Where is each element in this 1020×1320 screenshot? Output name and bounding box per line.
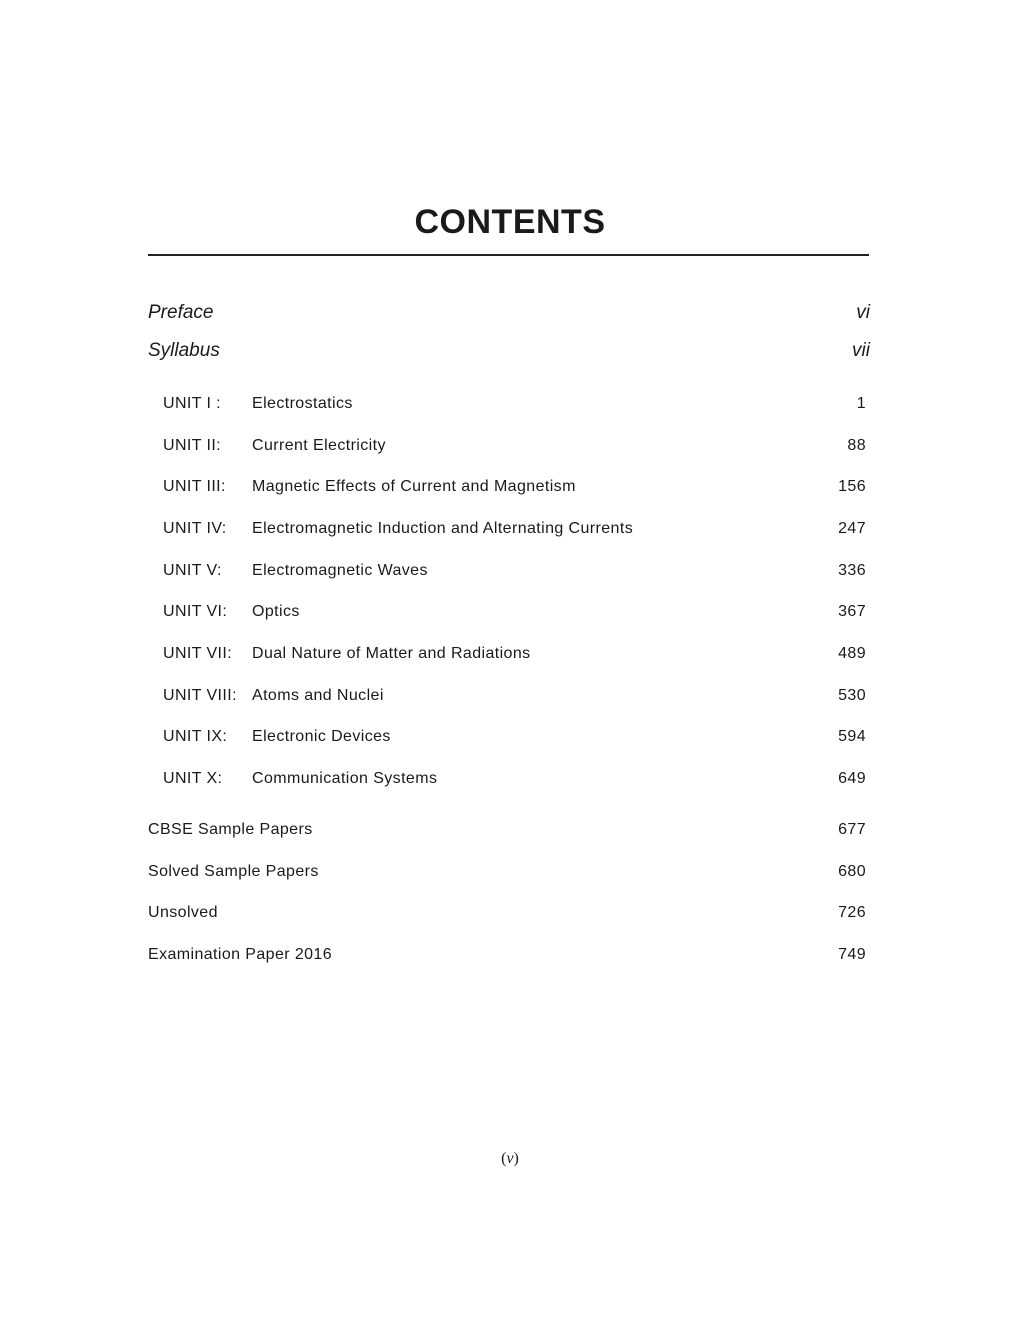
entry-label: Solved Sample Papers (148, 862, 319, 880)
entry-label: Syllabus (148, 340, 220, 361)
unit-title: Electromagnetic Waves (252, 561, 428, 579)
entry-label: Examination Paper 2016 (148, 945, 333, 963)
unit-label: UNIT VII: (163, 644, 233, 662)
unit-title: Current Electricity (252, 436, 386, 454)
unit-page: 594 (838, 728, 866, 746)
folio-paren-open: ( (501, 1150, 507, 1167)
unit-page: 367 (838, 603, 866, 621)
entry-page: 726 (838, 904, 866, 922)
toc-unit-row[interactable] (163, 758, 866, 800)
toc-unit-row[interactable] (163, 383, 866, 425)
unit-title: Magnetic Effects of Current and Magnetism (252, 478, 576, 496)
unit-label: UNIT II: (163, 436, 222, 454)
unit-title: Atoms and Nuclei (252, 686, 384, 704)
toc-unit-row[interactable] (163, 591, 866, 633)
entry-label: Unsolved (148, 904, 218, 922)
unit-page: 1 (856, 394, 866, 412)
unit-label: UNIT IX: (163, 728, 228, 746)
toc-entry[interactable] (148, 851, 866, 893)
unit-title: Electrostatics (252, 394, 353, 412)
unit-page: 247 (838, 519, 866, 537)
unit-page: 649 (838, 770, 866, 788)
toc-unit-row[interactable] (163, 466, 866, 508)
toc-entry-preface[interactable] (148, 302, 870, 324)
unit-page: 530 (838, 686, 866, 704)
unit-title: Electronic Devices (252, 728, 391, 746)
toc-unit-row[interactable] (163, 508, 866, 550)
entry-page: 677 (838, 820, 866, 838)
toc-entry[interactable] (148, 809, 866, 851)
unit-page: 489 (838, 644, 866, 662)
unit-title: Communication Systems (252, 770, 438, 788)
unit-title: Optics (252, 603, 300, 621)
toc-entry-syllabus[interactable] (148, 340, 870, 362)
toc-entry[interactable] (148, 934, 866, 976)
unit-page: 88 (847, 436, 866, 454)
page-number (0, 1150, 1020, 1168)
page-title: CONTENTS (414, 203, 606, 241)
entry-label: CBSE Sample Papers (148, 820, 313, 838)
unit-label: UNIT III: (163, 478, 226, 496)
unit-title: Dual Nature of Matter and Radiations (252, 644, 531, 662)
unit-label: UNIT VIII: (163, 686, 237, 704)
unit-title: Electromagnetic Induction and Alternating Currents (252, 519, 634, 537)
folio-number: v (506, 1150, 514, 1167)
entry-page: vii (852, 340, 870, 361)
back-matter-list (148, 809, 866, 976)
toc-unit-row[interactable] (163, 550, 866, 592)
entry-page: 749 (838, 945, 866, 963)
entry-page: vi (856, 302, 870, 323)
toc-entry[interactable] (148, 892, 866, 934)
toc-unit-row[interactable] (163, 425, 866, 467)
unit-label: UNIT V: (163, 561, 222, 579)
unit-label: UNIT IV: (163, 519, 227, 537)
unit-label: UNIT X: (163, 770, 223, 788)
toc-unit-row[interactable] (163, 717, 866, 759)
folio-paren-close: ) (513, 1150, 519, 1167)
unit-label: UNIT VI: (163, 603, 228, 621)
toc-unit-row[interactable] (163, 633, 866, 675)
unit-page: 336 (838, 561, 866, 579)
entry-label: Preface (148, 302, 214, 323)
entry-page: 680 (838, 862, 866, 880)
unit-page: 156 (838, 478, 866, 496)
units-list (163, 383, 866, 800)
toc-unit-row[interactable] (163, 675, 866, 717)
title-rule (148, 254, 869, 256)
unit-label: UNIT I : (163, 394, 222, 412)
